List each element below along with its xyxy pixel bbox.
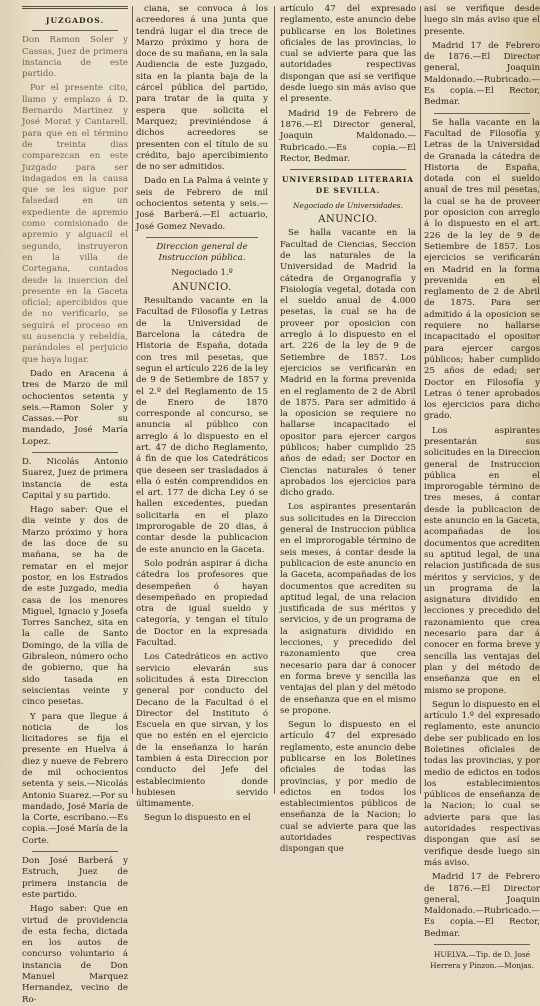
divider [146, 237, 258, 238]
divider [290, 169, 406, 170]
column-divider [132, 6, 133, 794]
header-rule [22, 6, 128, 9]
paragraph: artículo 47 del expresado reglamento, este anuncio debe publicarse en los Boletines oficiales de las provincias, lo cual se advierte para que las autoridades respectivas dispongan que así se verifique desde luego sin más aviso que el presente. [280, 4, 416, 105]
divider [434, 113, 530, 114]
paragraph: Dado en La Palma á veinte y seis de Febrero de mil ochocientos setenta y seis.—José Barberá.—El actuario, José Gomez Nevado. [136, 176, 268, 232]
negociado-label: Negociado 1.º [171, 267, 233, 278]
paragraph: Solo podrán aspirar á dicha cátedra los profesores que desempeñen ó hayan desempeñado en propiedad otra de igual sueldo y categoría, y tengan el título de Doctor en la expresada Facultad. [136, 558, 268, 649]
paragraph: Hago saber: Que el dia veinte y dos de Marzo próximo y hora de las doce de su mañana, se ha de rematar en el mejor postor, en los Estrados de este Juzgado, media casa de los menores Miguel, Ignacio y Josefa Torres Sanchez, sita en la calle de Santo Domingo, de la villa de Gibraleon, número ocho de gobierno, que ha sido tasada en seiscientas veinte y cinco pesetas. [22, 505, 128, 708]
paragraph: Madrid 17 de Febrero de 1876.—El Director general, Joaquin Maldonado.—Rubricado.—Es copia.—El Rector, Bedmar. [424, 40, 540, 108]
paragraph: Los aspirantes presentarán sus solicitudes en la Direccion general de Instruccion pública en el improrogable término de tres meses, á contar desde la publicacion de este anuncio en la Gaceta, acompañadas de los documentos que acrediten su aptitud legal, de una relacion justificada de sus méritos y servicios, y de un programa de la asignatura dividido en lecciones y precedido del razonamiento que crea necesario para dar á conocer en forma breve y sencilla las ventajas del plan y del método de enseñanza que en el mismo se propone. [424, 425, 540, 696]
paragraph: Resultando vacante en la Facultad de Filosofía y Letras de la Universidad de Barcelona la cátedra de Historia de España, dotada con tres mil pesetas, que segun el artículo 226 de la ley de 9 de Setiembre de 1857 y el 2.º del Reglamento de 15 de Enero de 1870 corresponde al concurso, se anuncia al público con arreglo á lo dispuesto en el art. 47 de dicho Reglamento, á fin de que los Catedráticos que deseen ser trasladados á ella ó estén comprendidos en el art. 177 de dicha Ley ó se hallen excedentes, puedan solicitarla en el plazo improrogable de 20 dias, á contar desde la publicacion de este anuncio en la Gaceta. [136, 296, 268, 555]
anuncio-heading: ANUNCIO. [318, 214, 378, 226]
paragraph: Los aspirantes presentarán sus solicitudes en la Direccion general de Instruccion pública en el improrogable término de seis meses, á contar desde la publicacion de este anuncio en la Gaceta, acompañadas de los documentos que acrediten su aptitud legal, de una relacion justificada de sus méritos y servicios, y de un programa de la asignatura dividido en lecciones, y precedido del razonamiento que crea necesario para dar á conocer en forma breve y sencilla las ventajas del plan y del método de enseñanza que en el mismo se propone. [280, 502, 416, 716]
university-header: UNIVERSIDAD LITERARIA DE SEVILLA. [281, 175, 415, 196]
paragraph: Don José Barberá y Estruch, Juez de primera instancia de este partido. [22, 856, 128, 900]
printer-imprint: HUELVA.—Tip. de D. José Herrera y Pinzon.—Monjas. [430, 950, 534, 971]
column-1 [22, 4, 128, 1005]
column-2 [136, 4, 268, 824]
paragraph: Segun lo dispuesto en el artículo 1.º del expresado reglamento, este anuncio debe ser publicado en los Boletines oficiales de todas las provincias, y por medio de edictos en todos los establecimientos públicos de enseñanza de la Nacion; lo cual se advierte para que las autoridades respectivas dispongan que así se verifique desde luego sin más aviso. [424, 699, 540, 868]
anuncio-heading: ANUNCIO. [172, 281, 232, 293]
column-divider [274, 6, 275, 794]
paragraph: Madrid 19 de Febrero de 1876.—El Director general, Joaquin Maldonado.—Rubricado.—Es copia.—El Rector, Bedmar. [280, 108, 416, 164]
divider [32, 452, 118, 453]
paragraph: Dado en Aracena á tres de Marzo de mil ochocientos setenta y seis.—Ramon Soler y Cassas.—Por su mandado, José María Lopez. [22, 368, 128, 447]
column-3 [280, 4, 416, 855]
paragraph: Madrid 17 de Febrero de 1876.—El Director general, Joaquin Maldonado.—Rubricado.—Es copia.—El Rector, Bedmar. [424, 872, 540, 939]
paragraph: Segun lo dispuesto en el artículo 47 del expresado reglamento, este anuncio debe publicarse en los Boletines oficiales de todas las provincias, y por medio de edictos en todos los establecimientos públicos de enseñanza de la Nacion; lo cual se advierte para que las autoridades respectivas dispongan que [280, 720, 416, 855]
paragraph: Los Catedráticos en activo servicio elevarán sus solicitudes á esta Direccion general por conducto del Decano de la Facultad ó el Director del Instituto ó Escuela en que sirvan, y los que no estén en el ejercicio de la enseñanza lo harán tambien á esta Direccion por conducto del Jefe del establecimiento donde hubiesen servido últimamente. [136, 652, 268, 810]
divider [32, 851, 118, 852]
divider [32, 30, 118, 31]
paragraph: Por el presente cito, llamo y emplazo á D. Bernardo Martinez y José Morat y Cantarell, para que en el término de treinta dias comparezcan en este Juzgado para ser indagados en la causa que se les sigue por falsedad en un expediente de apremio como comisionado de apremio y alguacil el segundo, instruyeron en la villa de Cortegana, contados desde la insercion del presente en la Gaceta oficial; apercibidos que de no verificarlo, se seguirá el proceso en su ausencia y rebeldía, parándoles el perjuicio que haya lugar. [22, 83, 128, 365]
paragraph: Hago saber: Que en virtud de providencia de esta fecha, dictada en los autos de concurso voluntario á instancia de Don Manuel Marquez Hernandez, vecino de Ro- [22, 904, 128, 1005]
section-title: Direccion general de Instruccion pública. [156, 241, 248, 264]
paragraph: Se halla vacante en la Facultad de Filosofía y Letras de la Universidad de Granada la cátedra de Historia de España, dotada con el sueldo anual de tres mil pesetas, la cual se ha de proveer por oposicion con arreglo á lo dispuesto en el art. 226 de la ley de 9 de Setiembre de 1857. Los ejercicios se verificarán en Madrid en la forma prevenida en el reglamento de 2 de Abril de 1875. Para ser admitido á la oposicion se requiere no hallarse incapacitado el opositor para ejercer cargos públicos; haber cumplido 25 años de edad; ser Doctor en Filosofía y Letras ó tener aprobados los ejercicios para dicho grado. [424, 117, 540, 422]
paragraph: así se verifique desde luego sin más aviso que el presente. [424, 4, 540, 37]
section-header-juzgados: JUZGADOS. [45, 16, 105, 25]
column-divider [420, 6, 421, 794]
paragraph: Segun lo dispuesto en el [144, 813, 251, 824]
paragraph: Don Ramon Soler y Cassas, Juez de primera instancia de este partido. [22, 35, 128, 80]
paragraph: Se halla vacante en la Facultad de Ciencias, Seccion de las naturales de la Universidad de Madrid la cátedra de Organografía y Fisiología vegetal, dotada con el sueldo anual de 4.000 pesetas, la cual se ha de proveer por oposicion con arreglo á lo dispuesto en el art. 226 de la ley de 9 de Setiembre de 1857. Los ejercicios se verificarán en Madrid en la forma prevenida en el reglamento de 2 de Abril de 1875. Para ser admitido á la oposicion se requiere no hallarse incapacitado el opositor para ejercer cargos públicos; haber cumplido 25 años de edad; ser Doctor en Ciencias naturales ó tener aprobados los ejercicios para dicho grado. [280, 228, 416, 499]
column-4 [424, 4, 540, 971]
divider [434, 944, 530, 945]
paragraph: D. Nicolás Antonio Suarez, Juez de primera instancia de esta Capital y su partido. [22, 456, 128, 501]
paragraph: ciana, se convoca á los acreedores á una junta que tendrá lugar el dia trece de Marzo próximo y hora de doce de su mañana, en la sala Audiencia de este Juzgado, sita en la planta baja de la cárcel pública del partido, para tratar de la quita y espera que solicita el Marquez; previniéndose á dichos acreedores se presenten con el título de su crédito, bajo apercibimiento de no ser admitidos. [136, 4, 268, 173]
paragraph: Y para que llegue á noticia de los licitadores se fija el presente en Huelva á diez y nueve de Febrero de mil ochocientos setenta y seis.—Nicolás Antonio Suarez.—Por su mandado, José María de la Corte, escribano.—Es copia.—José María de la Corte. [22, 711, 128, 846]
negociado-label: Negociado de Universidades. [293, 200, 403, 210]
